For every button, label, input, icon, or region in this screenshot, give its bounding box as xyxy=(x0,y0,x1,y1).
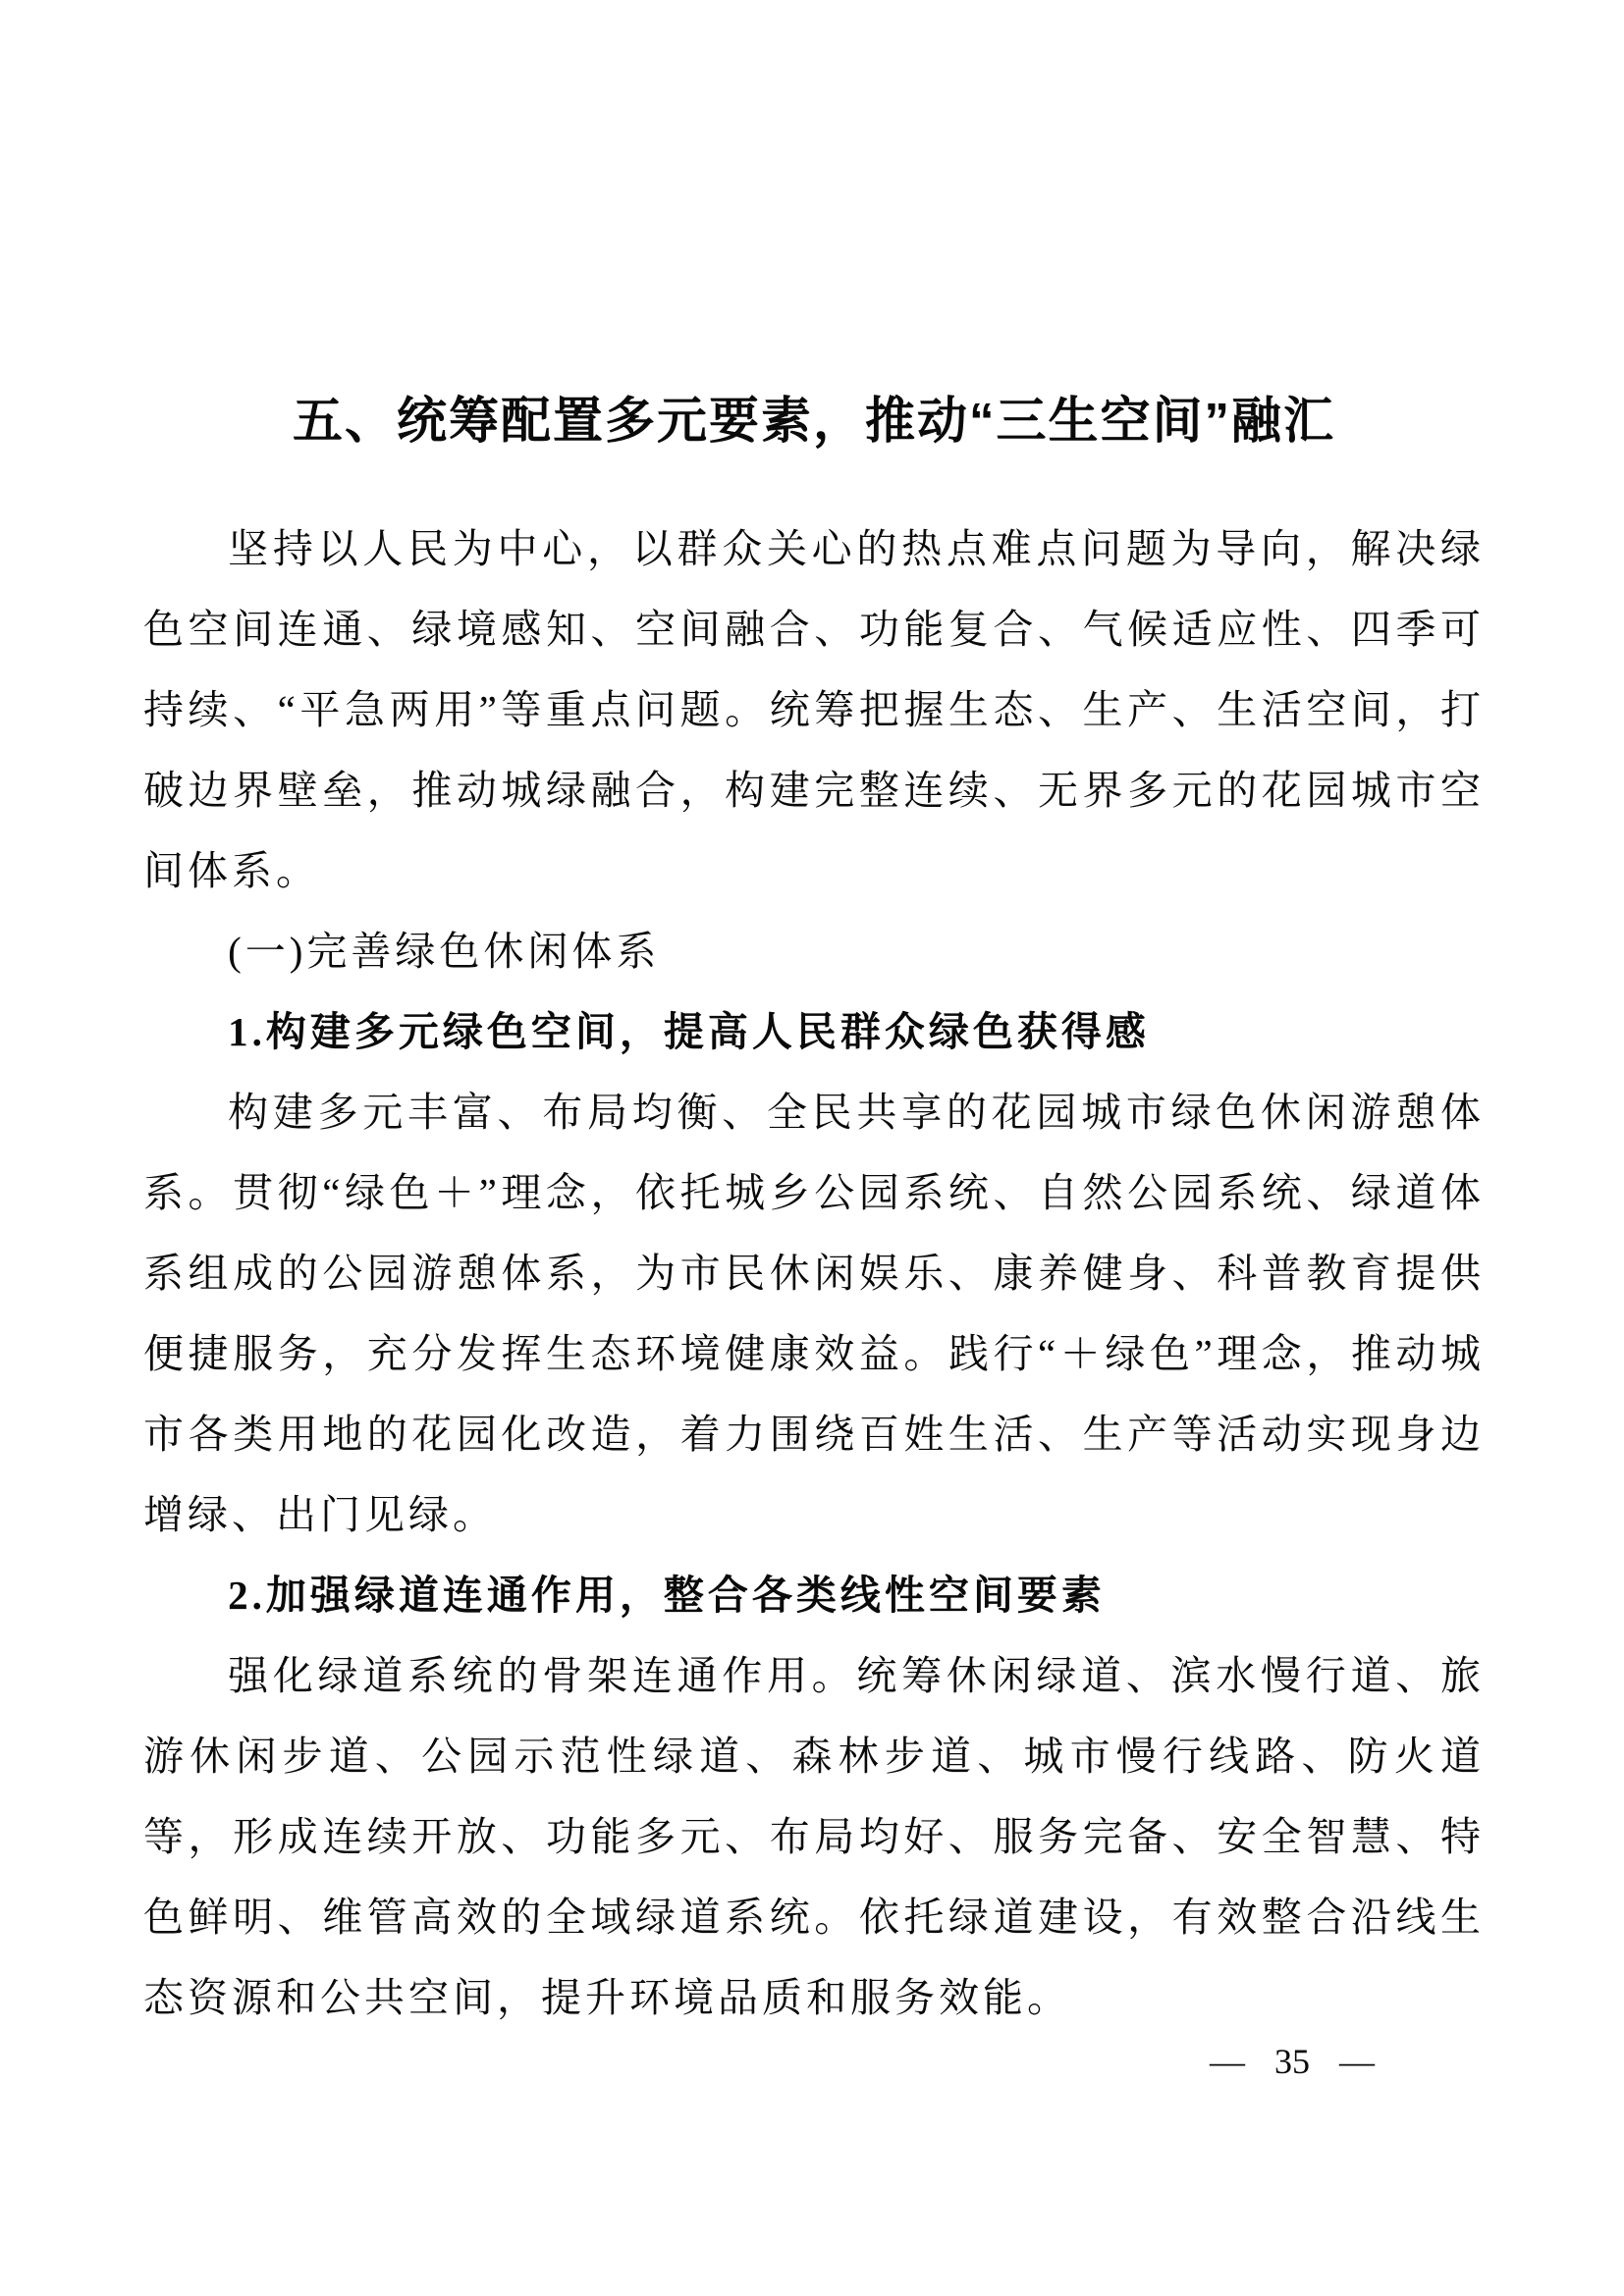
subsection-heading-1-green-space: 1.构建多元绿色空间，提高人民群众绿色获得感 xyxy=(228,1009,1150,1054)
paragraph-green-space: 构建多元丰富、布局均衡、全民共享的花园城市绿色休闲游憩体系。贯彻“绿色＋”理念，依托城乡公园系统、自然公园系统、绿道体系组成的公园游憩体系，为市民休闲娱乐、康养健身、科普教育提供便捷服务，充分发挥生态环境健康效益。践行“＋绿色”理念，推动城市各类用地的花园化改造，着力围绕百姓生活、生产等活动实现身边增绿、出门见绿。 xyxy=(143,1090,1485,1537)
document-body xyxy=(143,391,1485,2038)
page-footer xyxy=(1210,2040,1375,2083)
section-heading-green-leisure-system: (一)完善绿色休闲体系 xyxy=(228,929,661,974)
subsection-heading-2-greenway: 2.加强绿道连通作用，整合各类线性空间要素 xyxy=(228,1573,1106,1618)
page-title: 五、统筹配置多元要素，推动“三生空间”融汇 xyxy=(292,393,1335,449)
footer-dash-left: — xyxy=(1210,2042,1245,2081)
footer-dash-right: — xyxy=(1339,2042,1375,2081)
page-number: 35 xyxy=(1274,2042,1310,2081)
paragraph-greenway: 强化绿道系统的骨架连通作用。统筹休闲绿道、滨水慢行道、旅游休闲步道、公园示范性绿道、森林步道、城市慢行线路、防火道等，形成连续开放、功能多元、布局均好、服务完备、安全智慧、特色鲜明、维管高效的全域绿道系统。依托绿道建设，有效整合沿线生态资源和公共空间，提升环境品质和服务效能。 xyxy=(143,1653,1485,2020)
paragraph-overview: 坚持以人民为中心，以群众关心的热点难点问题为导向，解决绿色空间连通、绿境感知、空间融合、功能复合、气候适应性、四季可持续、“平急两用”等重点问题。统筹把握生态、生产、生活空间，打破边界壁垒，推动城绿融合，构建完整连续、无界多元的花园城市空间体系。 xyxy=(143,526,1485,893)
